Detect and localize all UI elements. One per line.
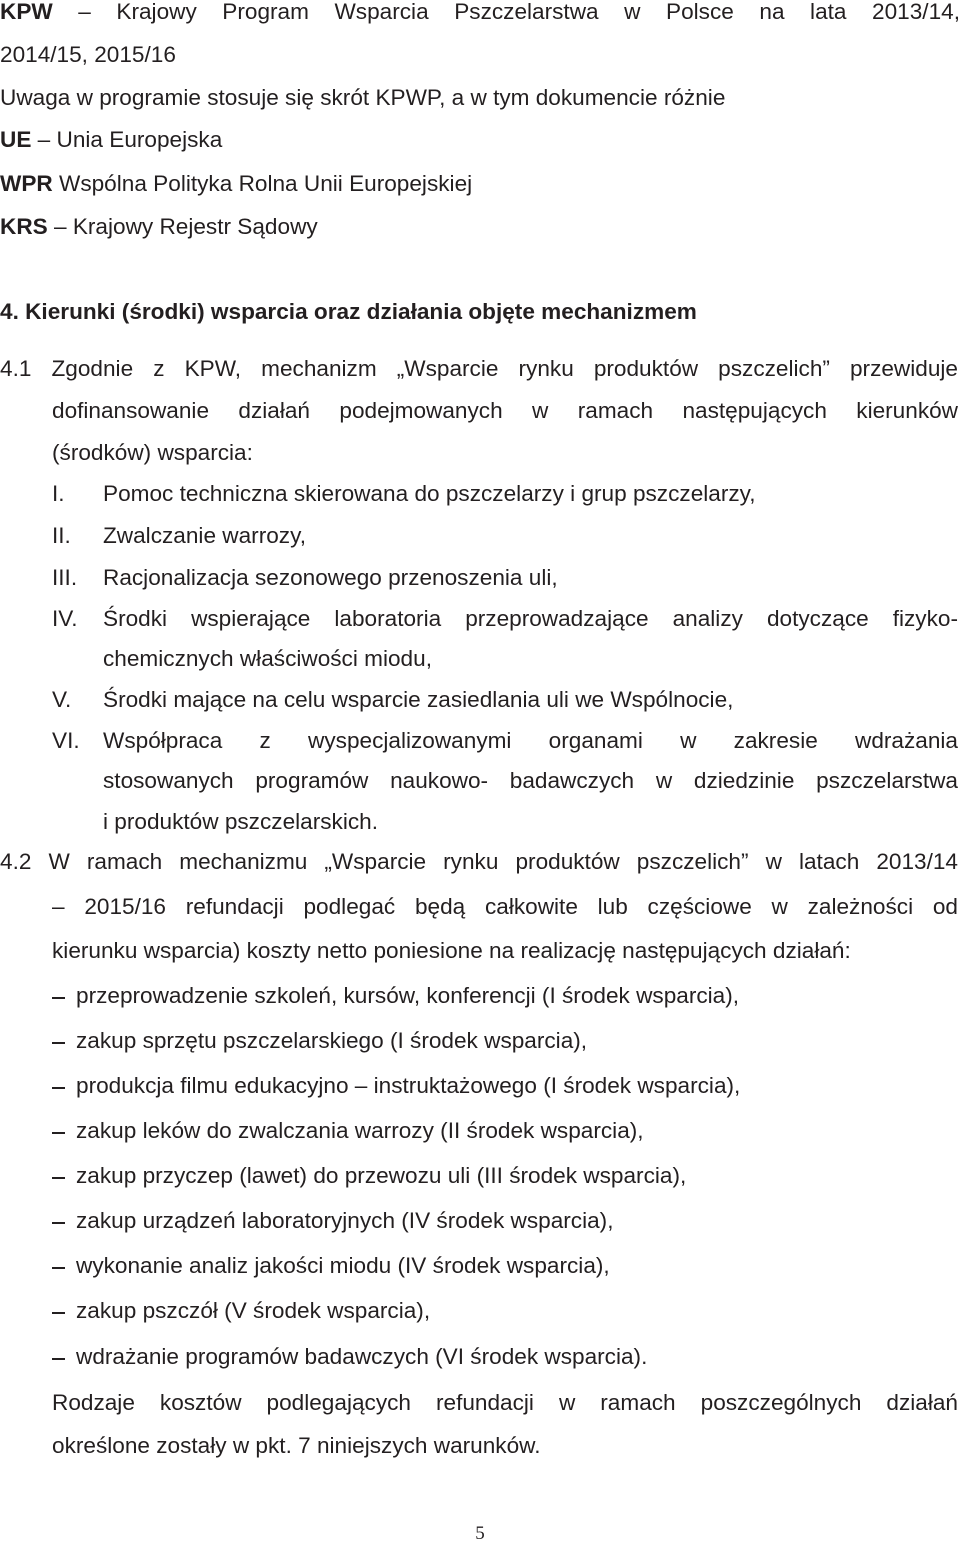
abbreviation-ue: UE – Unia Europejska xyxy=(0,127,223,152)
list-item: Środki mające na celu wsparcie zasiedlania uli we Wspólnocie, xyxy=(103,687,734,712)
list-item: zakup pszczół (V środek wsparcia), xyxy=(76,1298,431,1323)
closing-paragraph-line: określone zostały w pkt. 7 niniejszych warunków. xyxy=(52,1433,541,1458)
list-item-number: VI. xyxy=(52,728,80,753)
page-number: 5 xyxy=(475,1523,485,1544)
paragraph-4-1-line: 4.1 Zgodnie z KPW, mechanizm „Wsparcie rynku produktów pszczelich” przewiduje xyxy=(0,356,958,381)
list-item: zakup sprzętu pszczelarskiego (I środek wsparcia), xyxy=(76,1028,588,1053)
list-item: produkcja filmu edukacyjno – instruktażowego (I środek wsparcia), xyxy=(76,1073,741,1098)
list-item: zakup leków do zwalczania warrozy (II środek wsparcia), xyxy=(76,1118,644,1143)
list-item-number: V. xyxy=(52,687,72,712)
list-item: przeprowadzenie szkoleń, kursów, konferencji (I środek wsparcia), xyxy=(76,983,740,1008)
list-item: Współpraca z wyspecjalizowanymi organami w zakresie wdrażania xyxy=(103,728,958,753)
list-item: wdrażanie programów badawczych (VI środek wsparcia). xyxy=(76,1344,648,1369)
list-item: Racjonalizacja sezonowego przenoszenia uli, xyxy=(103,565,558,590)
paragraph-4-1-line: dofinansowanie działań podejmowanych w ramach następujących kierunków xyxy=(52,398,958,423)
paragraph-4-2-line: kierunku wsparcia) koszty netto poniesione na realizację następujących działań: xyxy=(52,938,851,963)
abbreviation-kpw: KPW – Krajowy Program Wsparcia Pszczelarstwa w Polsce na lata 2013/14, xyxy=(0,0,960,24)
list-item-number: III. xyxy=(52,565,78,590)
section-heading: 4. Kierunki (środki) wsparcia oraz działania objęte mechanizmem xyxy=(0,299,697,324)
list-item: zakup urządzeń laboratoryjnych (IV środek wsparcia), xyxy=(76,1208,614,1233)
abbreviation-krs: KRS – Krajowy Rejestr Sądowy xyxy=(0,214,318,239)
list-item: zakup przyczep (lawet) do przewozu uli (III środek wsparcia), xyxy=(76,1163,687,1188)
list-item-number: IV. xyxy=(52,606,78,631)
paragraph-4-1-line: (środków) wsparcia: xyxy=(52,440,253,465)
list-item-continued: chemicznych właściwości miodu, xyxy=(103,646,432,671)
list-item: Pomoc techniczna skierowana do pszczelarzy i grup pszczelarzy, xyxy=(103,481,756,506)
abbreviation-kpw-continued: 2014/15, 2015/16 xyxy=(0,42,176,67)
list-item: Zwalczanie warrozy, xyxy=(103,523,306,548)
closing-paragraph-line: Rodzaje kosztów podlegających refundacji w ramach poszczególnych działań xyxy=(52,1390,958,1415)
abbreviation-wpr: WPR Wspólna Polityka Rolna Unii Europejskiej xyxy=(0,171,473,196)
abbreviation-note: Uwaga w programie stosuje się skrót KPWP, a w tym dokumencie różnie xyxy=(0,85,726,110)
list-item-continued: stosowanych programów naukowo- badawczych w dziedzinie pszczelarstwa xyxy=(103,768,958,793)
paragraph-4-2-line: – 2015/16 refundacji podlegać będą całkowite lub częściowe w zależności od xyxy=(52,894,958,919)
list-item: wykonanie analiz jakości miodu (IV środek wsparcia), xyxy=(76,1253,610,1278)
list-item-continued: i produktów pszczelarskich. xyxy=(103,809,378,834)
list-item-number: II. xyxy=(52,523,71,548)
list-item: Środki wspierające laboratoria przeprowadzające analizy dotyczące fizyko- xyxy=(103,606,958,631)
list-item-number: I. xyxy=(52,481,65,506)
paragraph-4-2-line: 4.2 W ramach mechanizmu „Wsparcie rynku produktów pszczelich” w latach 2013/14 xyxy=(0,849,958,874)
